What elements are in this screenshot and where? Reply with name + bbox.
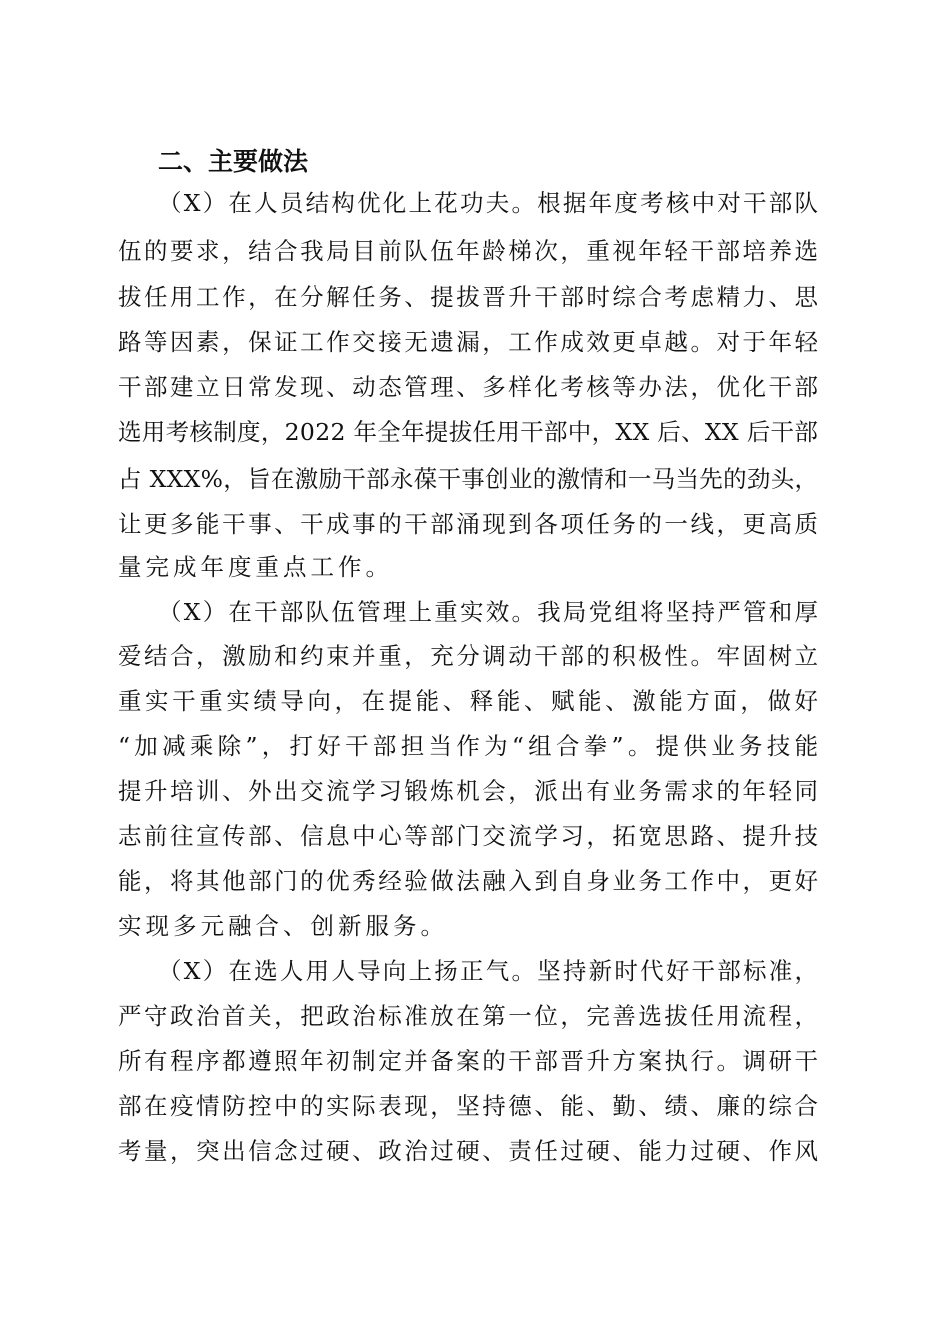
section-heading: 二、主要做法	[158, 147, 309, 176]
document-page: 二、主要做法 （X）在人员结构优化上花功夫。根据年度考核中对干部队 伍的要求，结合我局目前队伍年龄梯次，重视年轻干部培养选 拔任用工作，在分解任务、提拔晋升干部时综合考虑精力、思 路等因素，保证工作交接无遗漏，工作成效更卓越。对于年轻 干部建立日常发现、动态管理、多样化考核等办法，优化干部 选用考核制度，2022 年全年提拔任用干部中，XX 后、XX 后干部 占 XXX%，旨在激励干部永葆干事创业的激情和一马当先的劲头， 让更多能干事、干成事的干部涌现到各项任务的一线，更高质 量完成年度重点工作。 （X）在干部队伍管理上重实效。我局党组将坚持严管和厚 爱结合，激励和约束并重，充分调动干部的积极性。牢固树立 重实干重实绩导向，在提能、释能、赋能、激能方面，做好 “加减乘除”，打好干部担当作为“组合拳”。提供业务技能 提升培训、外出交流学习锻炼机会，派出有业务需求的年轻同 志前往宣传部、信息中心等部门交流学习，拓宽思路、提升技 能，将其他部门的优秀经验做法融入到自身业务工作中，更好 实现多元融合、创新服务。 （X）在选人用人导向上扬正气。坚持新时代好干部标准， 严守政治首关，把政治标准放在第一位，完善选拔任用流程， 所有程序都遵照年初制定并备案的干部晋升方案执行。调研干 部在疫情防控中的实际表现，坚持德、能、勤、绩、廉的综合 考量，突出信念过硬、政治过硬、责任过硬、能力过硬、作风	[0, 0, 950, 1344]
